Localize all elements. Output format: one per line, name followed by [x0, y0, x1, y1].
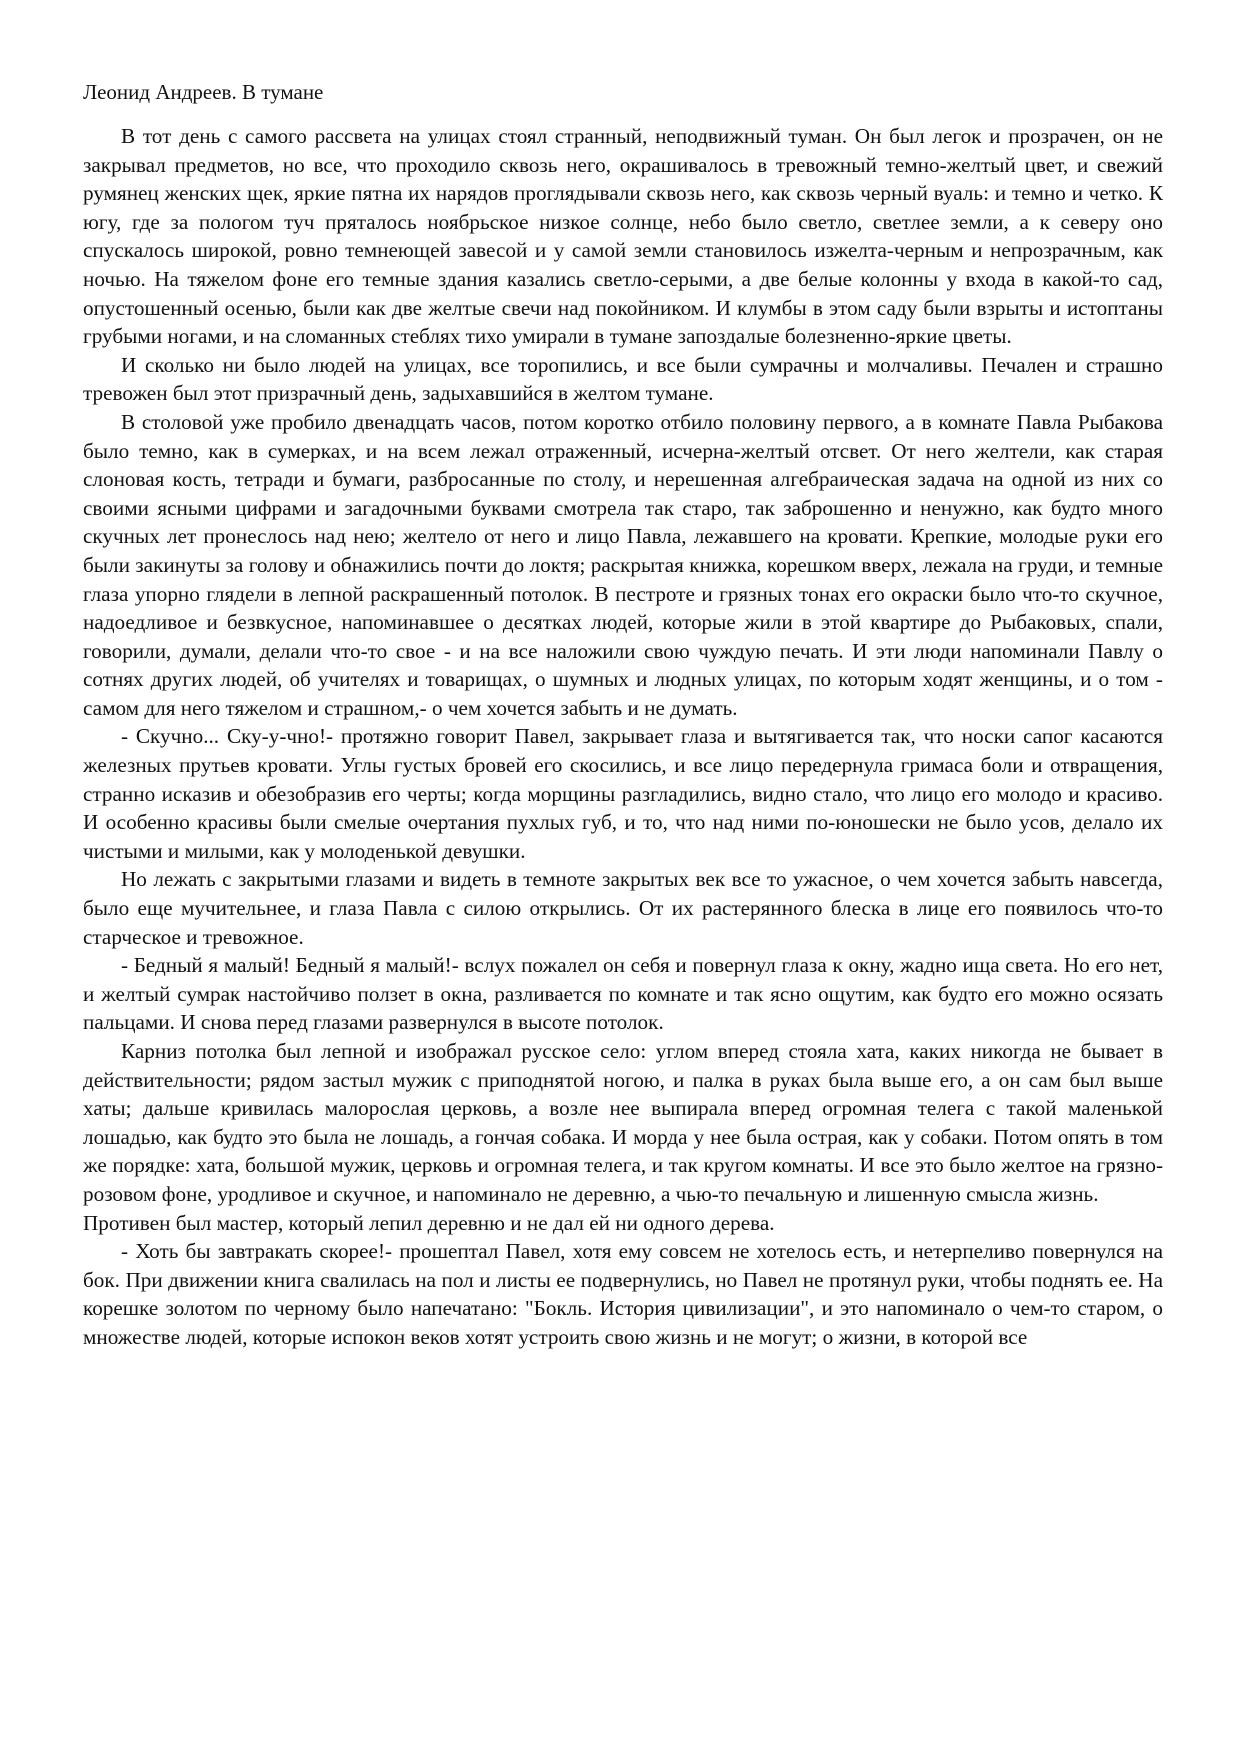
document-page — [83, 78, 1163, 1352]
paragraph: Но лежать с закрытыми глазами и видеть в темноте закрытых век все то ужасное, о чем хочется забыть навсегда, было еще мучительнее, и глаза Павла с силою открылись. От их растерянного блеска в лице его появилось что-то старческое и тревожное. — [83, 867, 1163, 949]
paragraph: Карниз потолка был лепной и изображал русское село: углом вперед стояла хата, каких никогда не бывает в действительности; рядом застыл мужик с приподнятой ногою, и палка в руках была выше его, а он сам был выше хаты; дальше кривилась малорослая церковь, а возле нее выпирала вперед огромная телега с такой маленькой лошадью, как будто это была не лошадь, а гончая собака. И морда у нее была острая, как у собаки. Потом опять в том же порядке: хата, большой мужик, церковь и огромная телега, и так кругом комнаты. И все это было желтое на грязно-розовом фоне, уродливое и скучное, и напоминало не деревню, а чью-то печальную и лишенную смысла жизнь. — [83, 1039, 1163, 1206]
paragraph: И сколько ни было людей на улицах, все торопились, и все были сумрачны и молчаливы. Печален и страшно тревожен был этот призрачный день, задыхавшийся в желтом тумане. — [83, 352, 1163, 406]
paragraph: В столовой уже пробило двенадцать часов, потом коротко отбило половину первого, а в комнате Павла Рыбакова было темно, как в сумерках, и на всем лежал отраженный, исчерна-желтый отсвет. От него желтели, как старая слоновая кость, тетради и бумаги, разбросанные по столу, и нерешенная алгебраическая задача на одной из них со своими ясными цифрами и загадочными буквами смотрела так старо, так заброшенно и ненужно, как будто много скучных лет пронеслось над нею; желтело от него и лицо Павла, лежавшего на кровати. Крепкие, молодые руки его были закинуты за голову и обнажились почти до локтя; раскрытая книжка, корешком вверх, лежала на груди, и темные глаза упорно глядели в лепной раскрашенный потолок. В пестроте и грязных тонах его окраски было что-то скучное, надоедливое и безвкусное, напоминавшее о десятках людей, которые жили в этой квартире до Рыбаковых, спали, говорили, думали, делали что-то свое - и на все наложили свою чуждую печать. И эти люди напоминали Павлу о сотнях других людей, об учителях и товарищах, о шумных и людных улицах, по которым ходят женщины, и о том - самом для него тяжелом и страшном,- о чем хочется забыть и не думать. — [83, 409, 1163, 720]
paragraph: - Скучно... Ску-у-чно!- протяжно говорит Павел, закрывает глаза и вытягивается так, что носки сапог касаются железных прутьев кровати. Углы густых бровей его скосились, и все лицо передернула гримаса боли и отвращения, странно исказив и обезобразив его черты; когда морщины разгладились, видно стало, что лицо его молодо и красиво. И особенно красивы были смелые очертания пухлых губ, и то, что над ними по-юношески не было усов, делало их чистыми и милыми, как у молоденькой девушки. — [83, 724, 1163, 863]
paragraph: - Бедный я малый! Бедный я малый!- вслух пожалел он себя и повернул глаза к окну, жадно ища света. Но его нет, и желтый сумрак настойчиво ползет в окна, разливается по комнате и так ясно ощутим, как будто его можно осязать пальцами. И снова перед глазами развернулся в высоте потолок. — [83, 953, 1163, 1035]
paragraph: В тот день с самого рассвета на улицах стоял странный, неподвижный туман. Он был легок и прозрачен, он не закрывал предметов, но все, что проходило сквозь него, окрашивалось в тревожный темно-желтый цвет, и свежий румянец женских щек, яркие пятна их нарядов проглядывали сквозь него, как сквозь черный вуаль: и темно и четко. К югу, где за пологом туч пряталось ноябрьское низкое солнце, небо было светло, светлее земли, а к северу оно спускалось широкой, ровно темнеющей завесой и у самой земли становилось изжелта-черным и непрозрачным, как ночью. На тяжелом фоне его темные здания казались светло-серыми, а две белые колонны у входа в какой-то сад, опустошенный осенью, были как две желтые свечи над покойником. И клумбы в этом саду были взрыты и истоптаны грубыми ногами, и на сломанных стеблях тихо умирали в тумане запоздалые болезненно-яркие цветы. — [83, 124, 1163, 349]
document-title: Леонид Андреев. В тумане — [83, 80, 324, 104]
paragraph: Противен был мастер, который лепил деревню и не дал ей ни одного дерева. — [83, 1210, 775, 1235]
document-body — [83, 122, 1163, 1352]
paragraph: - Хоть бы завтракать скорее!- прошептал Павел, хотя ему совсем не хотелось есть, и нетерпеливо повернулся на бок. При движении книга свалилась на пол и листы ее подвернулись, но Павел не протянул руки, чтобы поднять ее. На корешке золотом по черному было напечатано: "Бокль. История цивилизации", и это напоминало о чем-то старом, о множестве людей, которые испокон веков хотят устроить свою жизнь и не могут; о жизни, в которой все — [83, 1239, 1163, 1349]
